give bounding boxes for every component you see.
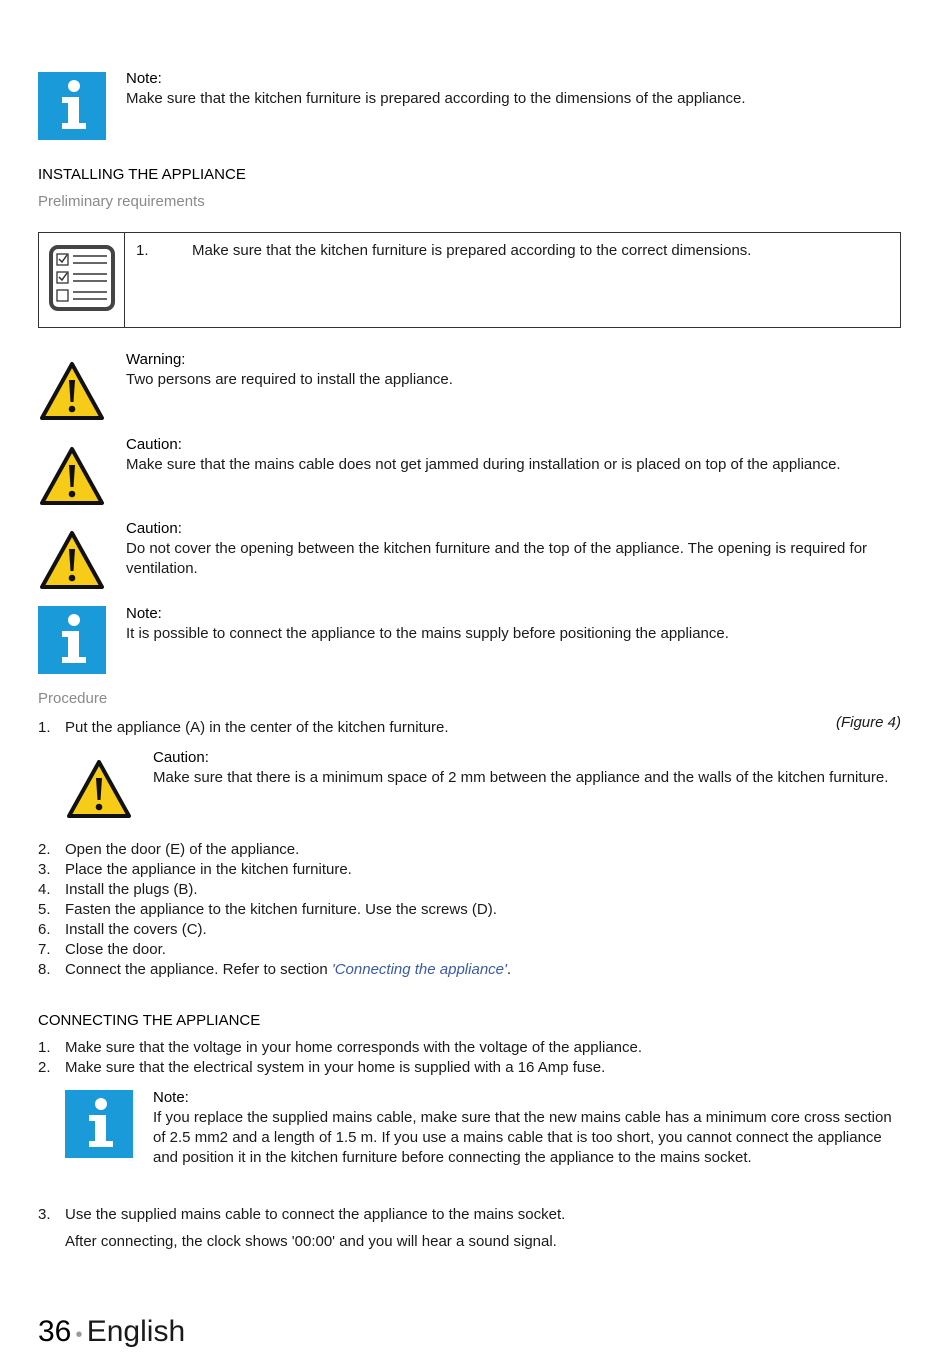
footer-language: English (86, 1315, 186, 1348)
step-number: 2. (38, 1059, 51, 1076)
step-number: 8. (38, 961, 51, 978)
note-block (126, 69, 906, 109)
page-footer (38, 1315, 186, 1362)
checklist-icon (48, 244, 116, 318)
section-heading-connecting: CONNECTING THE APPLIANCE (38, 1012, 261, 1029)
caution-title: Caution: (126, 520, 182, 537)
connecting-appliance-link[interactable]: 'Connecting the appliance' (331, 961, 507, 978)
note-title: Note: (126, 605, 162, 622)
step-number: 3. (38, 1206, 51, 1223)
step-text: Place the appliance in the kitchen furniture. (65, 861, 352, 878)
warning-icon (38, 360, 106, 422)
note-block (126, 604, 906, 644)
caution-block (126, 519, 871, 579)
page-number: 36 (38, 1315, 72, 1348)
step-text: Put the appliance (A) in the center of the kitchen furniture. (65, 719, 449, 736)
step-number: 3. (38, 861, 51, 878)
list-item (38, 860, 898, 880)
caution-icon (38, 445, 106, 507)
list-item (38, 880, 898, 900)
step-text: Connect the appliance. Refer to section (65, 961, 332, 978)
preliminary-requirements-label: Preliminary requirements (38, 193, 205, 210)
caution-block (153, 748, 903, 788)
step-number: 5. (38, 901, 51, 918)
list-item (38, 1038, 898, 1058)
step-number: 6. (38, 921, 51, 938)
warning-title: Warning: (126, 351, 186, 368)
procedure-label: Procedure (38, 690, 108, 707)
step-text: Install the covers (C). (65, 921, 207, 938)
step-number: 1. (38, 1039, 51, 1056)
caution-icon (65, 758, 133, 820)
note-text: Make sure that the kitchen furniture is prepared according to the dimensions of the appliance. (126, 90, 746, 107)
step-text: Close the door. (65, 941, 166, 958)
note-title: Note: (126, 70, 162, 87)
step-number: 4. (38, 881, 51, 898)
list-item (38, 960, 898, 980)
step-text: Make sure that the electrical system in your home is supplied with a 16 Amp fuse. (65, 1059, 606, 1076)
step-text: Fasten the appliance to the kitchen furniture. Use the screws (D). (65, 901, 497, 918)
warning-text: Two persons are required to install the appliance. (126, 371, 453, 388)
after-connecting-text: After connecting, the clock shows '00:00' and you will hear a sound signal. (65, 1233, 557, 1250)
requirement-number: 1. (136, 242, 149, 259)
footer-separator: • (75, 1324, 83, 1346)
step-text-end: . (506, 961, 512, 978)
step-number: 2. (38, 841, 51, 858)
info-icon (65, 1090, 133, 1158)
step-text: Install the plugs (B). (65, 881, 198, 898)
figure-reference: (Figure 4) (835, 714, 901, 731)
step-text: Open the door (E) of the appliance. (65, 841, 300, 858)
list-item (38, 920, 898, 940)
note-title: Note: (153, 1089, 189, 1106)
caution-text: Make sure that the mains cable does not get jammed during installation or is placed on top of the appliance. (126, 456, 841, 473)
section-heading-installing: INSTALLING THE APPLIANCE (38, 166, 246, 183)
list-item (38, 1058, 898, 1078)
step-number: 1. (38, 719, 51, 736)
list-item (38, 940, 898, 960)
caution-text: Do not cover the opening between the kitchen furniture and the top of the appliance. The opening is required for ventilation. (126, 540, 868, 577)
warning-block (126, 350, 906, 390)
caution-title: Caution: (153, 749, 209, 766)
info-icon (38, 606, 106, 674)
note-text: If you replace the supplied mains cable, make sure that the new mains cable has a minimum core cross section of 2.5 mm2 and a length of 1.5 m. If you use a mains cable that is too short, you cannot connect the appliance and position it in the kitchen furniture before connecting the appliance to the mains socket. (153, 1109, 892, 1166)
step-number: 7. (38, 941, 51, 958)
caution-title: Caution: (126, 436, 182, 453)
caution-icon (38, 529, 106, 591)
caution-block (126, 435, 866, 475)
requirements-divider (124, 233, 125, 327)
list-item (38, 840, 898, 860)
note-text: It is possible to connect the appliance to the mains supply before positioning the appliance. (126, 625, 729, 642)
info-icon (38, 72, 106, 140)
note-block (153, 1088, 903, 1168)
connecting-steps (38, 1038, 898, 1078)
requirement-text: Make sure that the kitchen furniture is prepared according to the correct dimensions. (192, 242, 752, 259)
procedure-steps (38, 840, 898, 980)
requirements-box (38, 232, 901, 328)
list-item (38, 900, 898, 920)
caution-text: Make sure that there is a minimum space of 2 mm between the appliance and the walls of the kitchen furniture. (153, 769, 889, 786)
step-text: Make sure that the voltage in your home corresponds with the voltage of the appliance. (65, 1039, 643, 1056)
step-text: Use the supplied mains cable to connect the appliance to the mains socket. (65, 1206, 566, 1223)
